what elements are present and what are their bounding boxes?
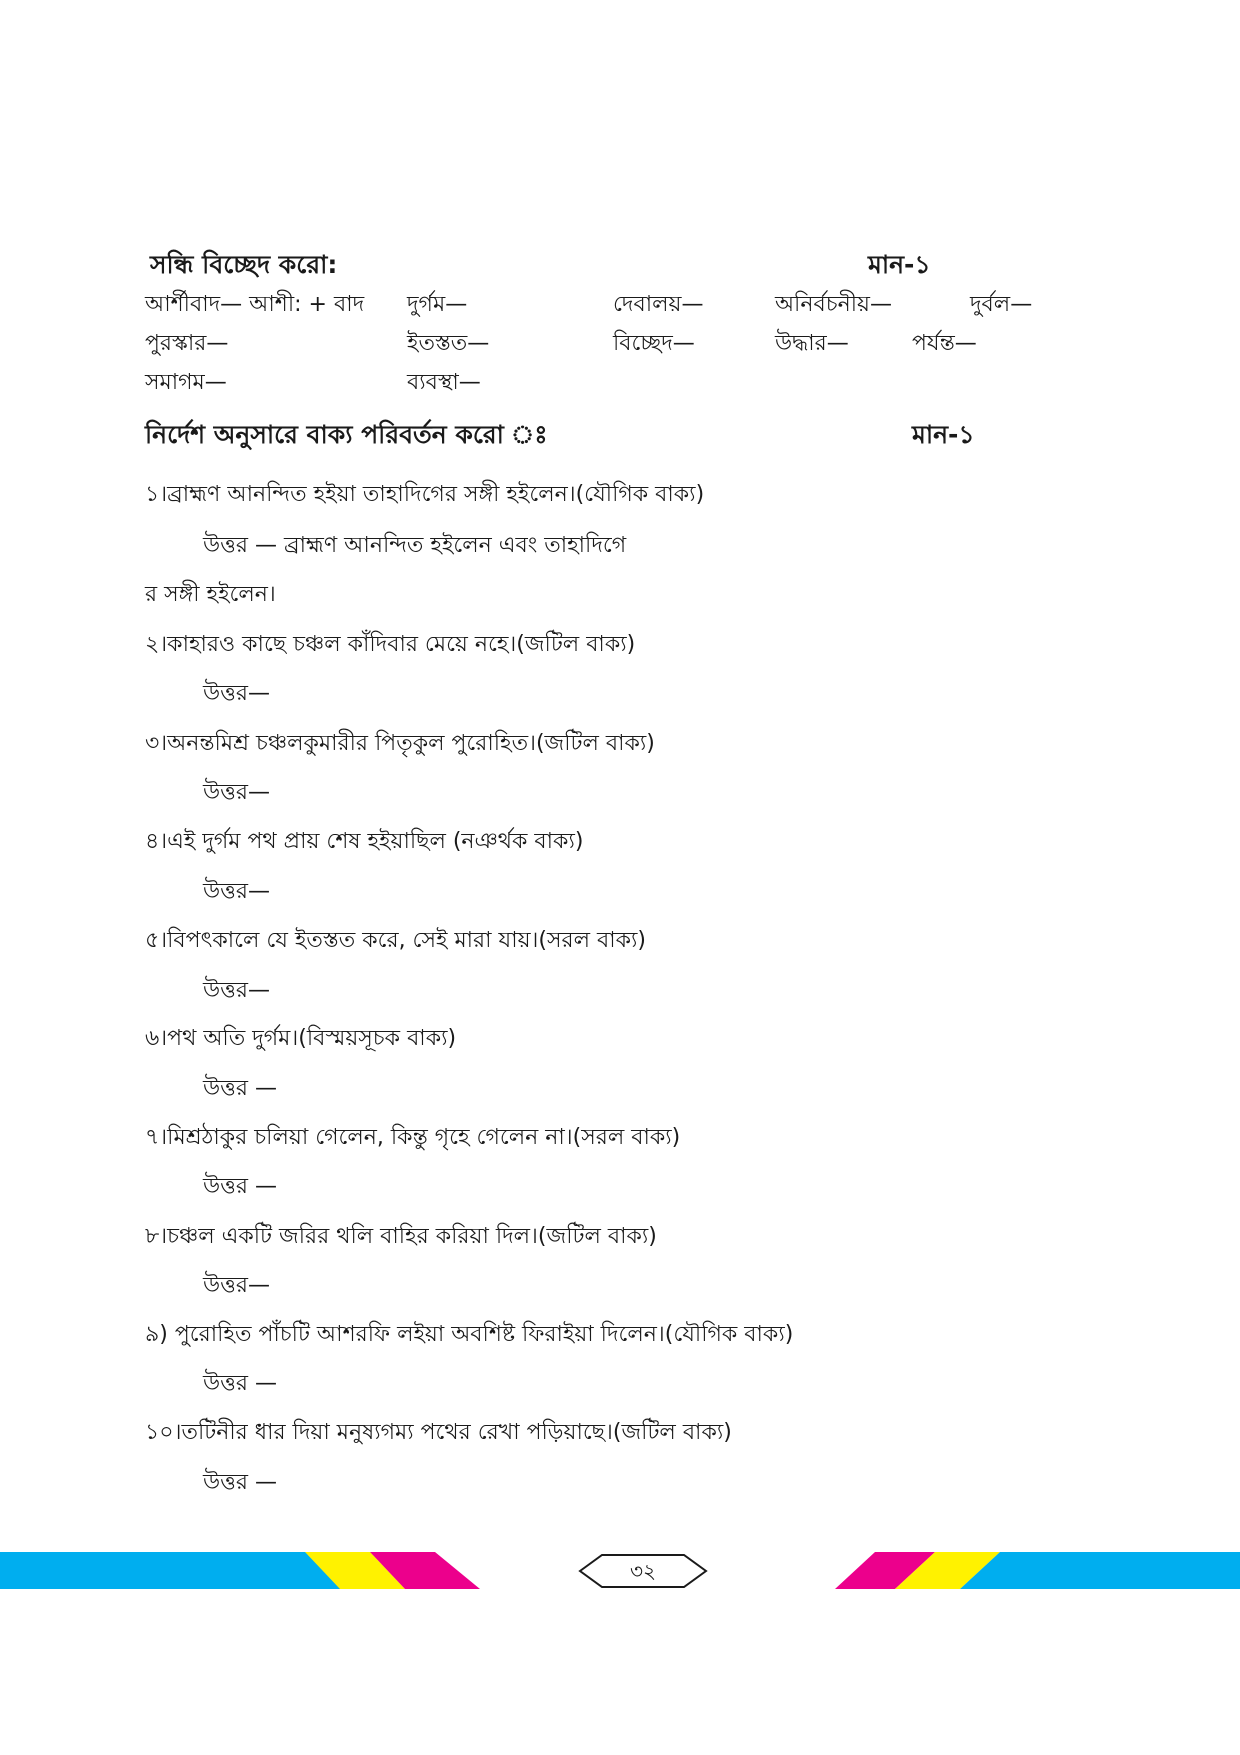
- sandhi-item: দুর্গম—: [407, 292, 468, 317]
- question-8: ৮।চঞ্চল একটি জরির থলি বাহির করিয়া দিল।(জটিল বাক্য): [145, 1224, 657, 1249]
- question-5: ৫।বিপৎকালে যে ইতস্তত করে, সেই মারা যায়।(সরল বাক্য): [145, 928, 646, 953]
- answer-4: উত্তর—: [203, 879, 270, 904]
- answer-8: উত্তর—: [203, 1273, 270, 1298]
- answer-7: উত্তর —: [203, 1174, 277, 1199]
- answer-10: উত্তর —: [203, 1470, 277, 1495]
- sandhi-item: সমাগম—: [145, 370, 227, 395]
- page-number: ৩২: [629, 1559, 656, 1583]
- sandhi-item: ব্যবস্থা—: [407, 370, 481, 395]
- question-1: ১।ব্রাহ্মণ আনন্দিত হইয়া তাহাদিগের সঙ্গী হইলেন।(যৌগিক বাক্য): [145, 482, 705, 507]
- sandhi-item: পুরস্কার—: [145, 331, 229, 356]
- answer-1: উত্তর — ব্রাহ্মণ আনন্দিত হইলেন এবং তাহাদিগে: [203, 533, 627, 558]
- footer-cyan-right: [960, 1552, 1240, 1589]
- answer-5: উত্তর—: [203, 978, 270, 1003]
- answer-2: উত্তর—: [203, 681, 270, 706]
- transformation-marks: মান-১: [912, 420, 975, 449]
- question-3: ৩।অনন্তমিশ্র চঞ্চলকুমারীর পিতৃকুল পুরোহিত।(জটিল বাক্য): [145, 731, 655, 756]
- question-9: ৯) পুরোহিত পাঁচটি আশরফি লইয়া অবশিষ্ট ফিরাইয়া দিলেন।(যৌগিক বাক্য): [145, 1322, 794, 1347]
- answer-1-continued: র সঙ্গী হইলেন।: [145, 582, 276, 607]
- sandhi-item: দুর্বল—: [970, 292, 1033, 317]
- sandhi-item: দেবালয়—: [613, 292, 704, 317]
- question-7: ৭।মিশ্রঠাকুর চলিয়া গেলেন, কিন্তু গৃহে গেলেন না।(সরল বাক্য): [145, 1125, 681, 1150]
- sandhi-item: উদ্ধার—: [775, 331, 849, 356]
- question-2: ২।কাহারও কাছে চঞ্চল কাঁদিবার মেয়ে নহে।(জটিল বাক্য): [145, 632, 636, 657]
- sandhi-item: পর্যন্ত—: [912, 331, 977, 356]
- question-6: ৬।পথ অতি দুর্গম।(বিস্ময়সূচক বাক্য): [145, 1026, 457, 1051]
- sandhi-item: আর্শীবাদ— আশী: + বাদ: [145, 292, 365, 317]
- answer-6: উত্তর —: [203, 1076, 277, 1101]
- sandhi-item: বিচ্ছেদ—: [613, 331, 695, 356]
- footer-cyan-left: [0, 1552, 345, 1589]
- sandhi-heading: সন্ধি বিচ্ছেদ করো:: [150, 250, 338, 279]
- answer-3: উত্তর—: [203, 780, 270, 805]
- sandhi-item: অনির্বচনীয়—: [775, 292, 892, 317]
- sandhi-item: ইতস্তত—: [407, 331, 490, 356]
- question-4: ৪।এই দুর্গম পথ প্রায় শেষ হইয়াছিল (নঞর্থক বাক্য): [145, 829, 584, 854]
- transformation-heading: নির্দেশ অনুসারে বাক্য পরিবর্তন করো ঃ: [145, 420, 548, 449]
- sandhi-marks: মান-১: [868, 250, 931, 279]
- question-10: ১০।তটিনীর ধার দিয়া মনুষ্যগম্য পথের রেখা পড়িয়াছে।(জটিল বাক্য): [145, 1420, 732, 1445]
- answer-9: উত্তর —: [203, 1371, 277, 1396]
